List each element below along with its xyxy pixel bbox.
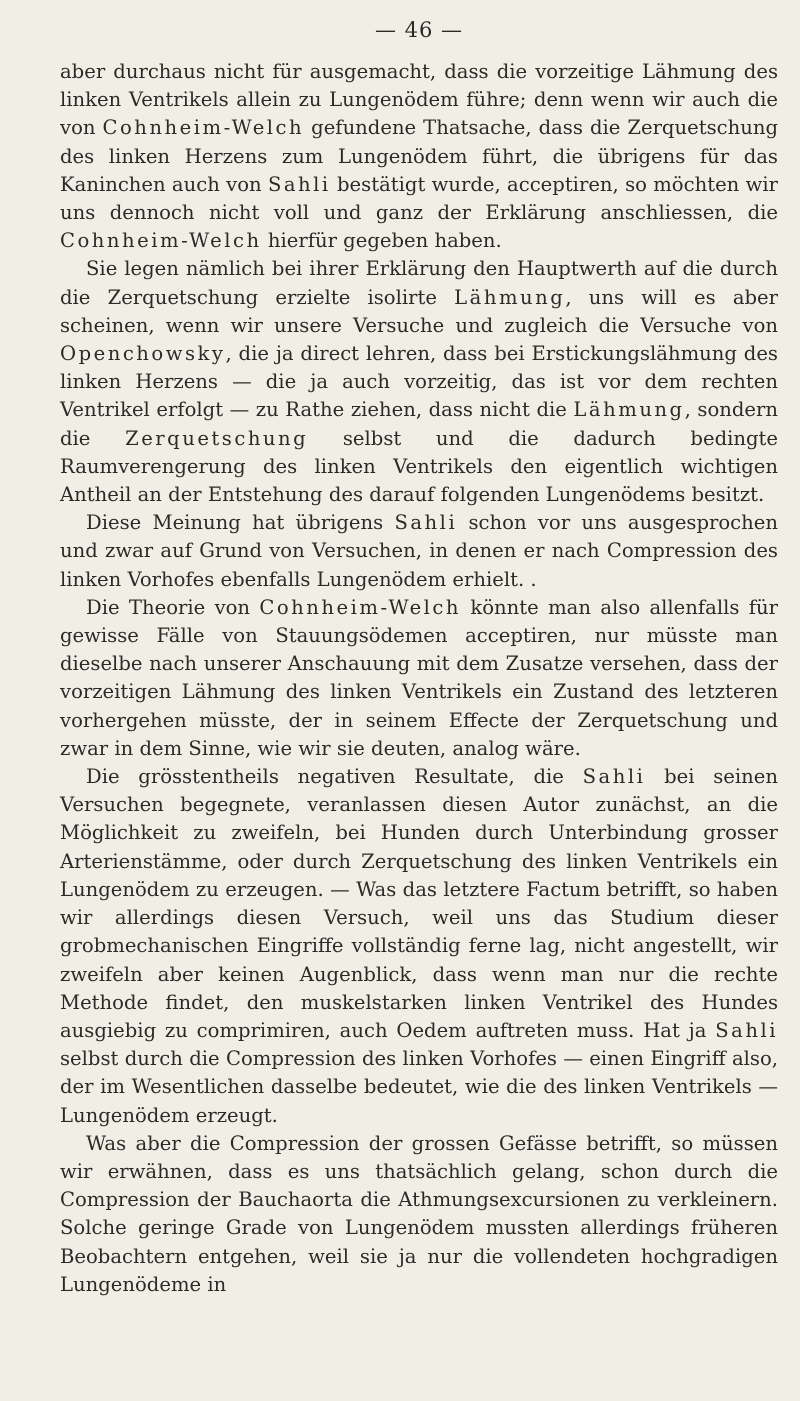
spaced-author-name: Lähmung bbox=[454, 285, 566, 309]
spaced-author-name: Openchowsky bbox=[60, 342, 226, 366]
text-run: , uns will es aber scheinen, wenn wir unsere Versuche und zugleich die Versuche von bbox=[60, 285, 779, 337]
text-run: schon vor uns ausgesprochen und zwar auf Grund von Versuchen, in denen er nach Compression des linken Vorhofes ebenfalls Lungenödem erhielt. . bbox=[60, 511, 778, 591]
text-run: gefundene Thatsache, dass die Zerquetschung des linken Herzens zum Lungenödem führt, die übrigens für das Kaninchen auch von bbox=[60, 116, 778, 196]
text-run: aber durchaus nicht für ausgemacht, dass die vorzeitige Lähmung des linken Ventrikels allein zu Lungenödem führe; denn wenn wir auch die von bbox=[60, 60, 778, 140]
paragraph bbox=[60, 763, 778, 1130]
text-run: bei seinen Versuchen begegnete, veranlassen diesen Autor zunächst, an die Möglichkeit zu zweifeln, bei Hunden durch Unterbindung grosser Arterienstämme, oder durch Zerquetschung des linken Ventrikels ein Lungenödem zu erzeugen. — Was das letztere Factum betrifft, so haben wir allerdings diesen Versuch, weil uns das Studium dieser grobmechanischen Eingriffe vollständig ferne lag, nicht angestellt, wir zweifeln aber keinen Augenblick, dass wenn man nur die rechte Methode findet, den muskelstarken linken Ventrikel des Hundes ausgiebig zu comprimiren, auch Oedem auftreten muss. Hat ja bbox=[60, 765, 778, 1042]
spaced-author-name: Sahli bbox=[715, 1018, 778, 1042]
text-run: Diese Meinung hat übrigens bbox=[86, 511, 395, 535]
text-run: , die ja direct lehren, dass bei Erstickungslähmung des linken Herzens — die ja auch vorzeitig, das ist vor dem rechten Ventrikel erfolgt — zu Rathe ziehen, dass nicht die bbox=[60, 342, 778, 422]
spaced-author-name: Cohnheim-Welch bbox=[259, 595, 462, 619]
text-run: Sie legen nämlich bei ihrer Erklärung den Hauptwerth auf die durch die Zerquetschung erzielte isolirte bbox=[60, 257, 778, 309]
text-run: , sondern die bbox=[60, 398, 778, 450]
paragraph bbox=[60, 594, 778, 763]
text-body bbox=[60, 58, 778, 1299]
text-run: Die grösstentheils negativen Resultate, die bbox=[86, 765, 583, 789]
text-run: könnte man also allenfalls für gewisse Fälle von Stauungsödemen acceptiren, nur müsste man dieselbe nach unserer Anschauung mit dem Zusatze versehen, dass der vorzeitigen Lähmung des linken Ventrikels ein Zustand des letzteren vorhergehen müsste, der in seinem Effecte der Zerquetschung und zwar in dem Sinne, wie wir sie deuten, analog wäre. bbox=[60, 595, 778, 760]
spaced-author-name: Sahli bbox=[582, 765, 646, 789]
paragraph bbox=[60, 255, 778, 509]
text-run: Die Theorie von bbox=[86, 595, 260, 619]
spaced-author-name: Sahli bbox=[267, 172, 331, 196]
paragraph bbox=[60, 1130, 778, 1299]
text-run: selbst und die dadurch bedingte Raumverengerung des linken Ventrikels den eigentlich wichtigen Antheil an der Entstehung des darauf folgenden Lungenödems besitzt. bbox=[60, 426, 779, 507]
text-run: bestätigt wurde, acceptiren, so möchten wir uns dennoch nicht voll und ganz der Erklärung anschliessen, die bbox=[60, 172, 778, 225]
spaced-author-name: Zerquetschung bbox=[125, 426, 309, 450]
spaced-author-name: Cohnheim-Welch bbox=[60, 229, 262, 253]
paragraph bbox=[60, 58, 778, 255]
spaced-author-name: Cohnheim-Welch bbox=[102, 116, 305, 140]
spaced-author-name: Sahli bbox=[394, 511, 458, 535]
page-number: — 46 — bbox=[374, 18, 464, 42]
paragraph bbox=[60, 509, 778, 594]
text-run: hierfür gegeben haben. bbox=[261, 229, 502, 253]
text-run: selbst durch die Compression des linken Vorhofes — einen Eingriff also, der im Wesentlichen dasselbe bedeutet, wie die des linken Ventrikels — Lungenödem erzeugt. bbox=[60, 1047, 778, 1127]
spaced-author-name: Lähmung bbox=[573, 398, 685, 422]
text-run: Was aber die Compression der grossen Gefässe betrifft, so müssen wir erwähnen, dass es uns thatsächlich gelang, schon durch die Compression der Bauchaorta die Athmungsexcursionen zu verkleinern. Solche geringe Grade von Lungenödem mussten allerdings früheren Beobachtern entgehen, weil sie ja nur die vollendeten hochgradigen Lungenödeme in bbox=[60, 1131, 778, 1296]
